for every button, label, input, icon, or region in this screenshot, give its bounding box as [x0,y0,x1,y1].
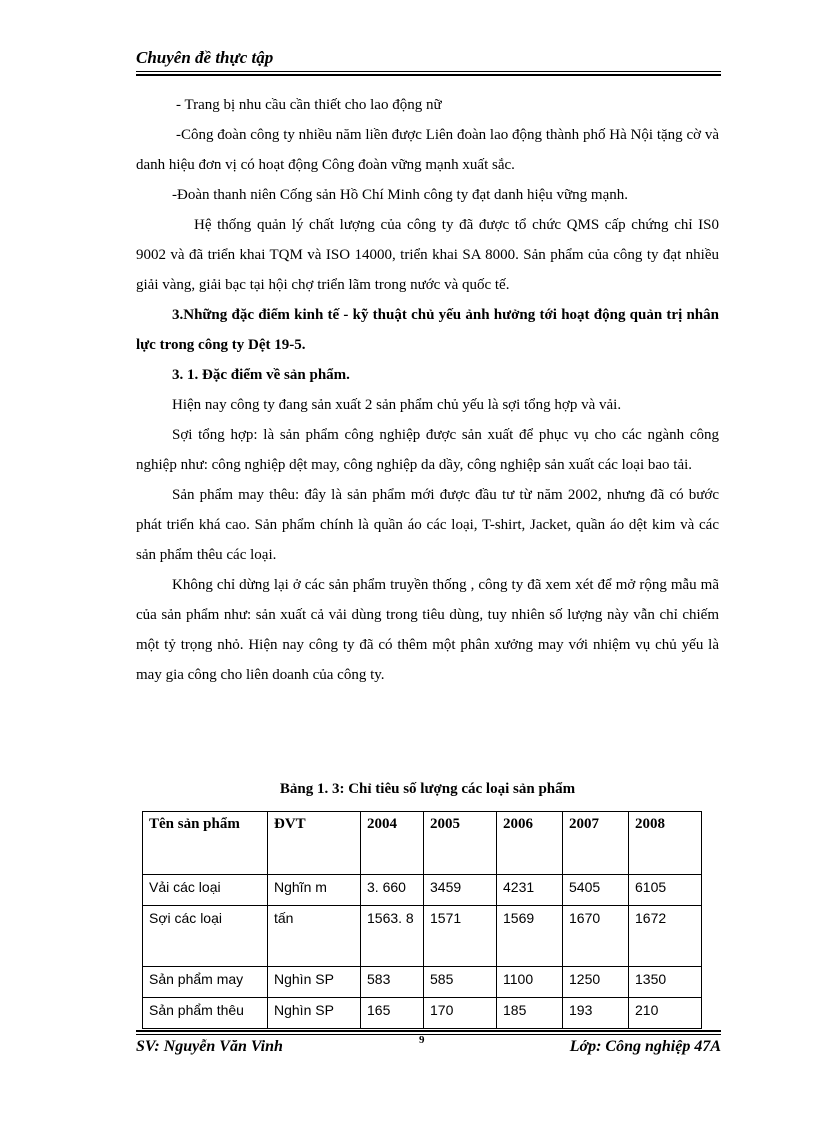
table-cell: 1563. 8 [361,906,424,967]
table-cell: 170 [424,998,497,1029]
table-header-cell: 2006 [497,812,563,875]
footer-student: SV: Nguyễn Văn Vinh [136,1038,283,1055]
footer-rule-thin [136,1034,721,1035]
table-cell: 583 [361,967,424,998]
table-cell: Nghìn SP [268,998,361,1029]
table-cell: Sợi các loại [143,906,268,967]
table-header-cell: ĐVT [268,812,361,875]
table-cell: 5405 [563,875,629,906]
table-header-row [143,812,702,875]
table-cell: 1670 [563,906,629,967]
table-header-cell: Tên sản phẩm [143,812,268,875]
table-cell: 1569 [497,906,563,967]
table-header-cell: 2005 [424,812,497,875]
table-cell: 1350 [629,967,702,998]
table-cell: 4231 [497,875,563,906]
table-cell: 165 [361,998,424,1029]
table-cell: Sản phẩm thêu [143,998,268,1029]
table-header-cell: 2007 [563,812,629,875]
table-cell: Vải các loại [143,875,268,906]
table-cell: 1571 [424,906,497,967]
table-row [143,967,702,998]
table-header-cell: 2004 [361,812,424,875]
section-heading: 3.Những đặc điểm kinh tế - kỹ thuật chủ yếu ảnh hưởng tới hoạt động quản trị nhân lực trong công ty Dệt 19-5. [136,307,719,353]
table-cell: 1250 [563,967,629,998]
paragraph-3: -Đoàn thanh niên Cống sản Hồ Chí Minh công ty đạt danh hiệu vững mạnh. [172,187,628,203]
table-cell: Nghĩn m [268,875,361,906]
table-header-cell: 2008 [629,812,702,875]
table-cell: 1672 [629,906,702,967]
table-cell: 193 [563,998,629,1029]
page-number: 9 [419,1034,425,1046]
table-cell: 185 [497,998,563,1029]
paragraph-4: Hệ thống quản lý chất lượng của công ty đã được tổ chức QMS cấp chứng chỉ IS0 9002 và đã triển khai TQM và ISO 14000, triển khai SA 8000. Sản phẩm của công ty đạt nhiều giải vàng, giải bạc tại hội chợ triển lãm trong nước và quốc tế. [136,217,719,293]
header-rule-thin [136,71,721,72]
table-cell: Sản phẩm may [143,967,268,998]
table-cell: 585 [424,967,497,998]
table-caption: Bảng 1. 3: Chỉ tiêu số lượng các loại sản phẩm [279,781,576,797]
table-row [143,875,702,906]
table-cell: 1100 [497,967,563,998]
paragraph-2: -Công đoàn công ty nhiều năm liền được Liên đoàn lao động thành phố Hà Nội tặng cờ và danh hiệu đơn vị có hoạt động Công đoàn vững mạnh xuất sắc. [136,127,719,173]
header-rule-thick [136,74,721,76]
table-row [143,906,702,967]
table-cell: tấn [268,906,361,967]
table-cell: 3459 [424,875,497,906]
paragraph-1: - Trang bị nhu cầu cần thiết cho lao động nữ [176,97,442,113]
header-title: Chuyên đề thực tập [136,48,274,67]
table-cell: 210 [629,998,702,1029]
table-row [143,998,702,1029]
table-cell: 3. 660 [361,875,424,906]
paragraph-8: Không chỉ dừng lại ở các sản phẩm truyền thống , công ty đã xem xét để mở rộng mẫu mã của sản phẩm như: sản xuất cả vải dùng trong tiêu dùng, tuy nhiên số lượng này vẫn chỉ chiếm một tỷ trọng nhỏ. Hiện nay công ty đã có thêm một phân xưởng may với nhiệm vụ chủ yếu là may gia công cho liên doanh của công ty. [136,577,719,683]
footer-class: Lớp: Công nghiệp 47A [569,1038,721,1055]
paragraph-7: Sản phẩm may thêu: đây là sản phẩm mới được đầu tư từ năm 2002, nhưng đã có bước phát triển khá cao. Sản phẩm chính là quần áo các loại, T-shirt, Jacket, quần áo dệt kim và các sản phẩm thêu các loại. [136,487,719,563]
paragraph-6: Sợi tổng hợp: là sản phẩm công nghiệp được sản xuất để phục vụ cho các ngành công nghiệp như: công nghiệp dệt may, công nghiệp da dầy, công nghiệp sản xuất các loại bao tải. [136,427,719,473]
footer-rule-thick [136,1030,721,1032]
body-text [136,90,719,690]
table-cell: 6105 [629,875,702,906]
table-cell: Nghìn SP [268,967,361,998]
product-table [142,811,702,1029]
subsection-heading: 3. 1. Đặc điểm về sản phẩm. [172,367,350,383]
paragraph-5: Hiện nay công ty đang sản xuất 2 sản phẩm chủ yếu là sợi tổng hợp và vải. [172,397,622,413]
